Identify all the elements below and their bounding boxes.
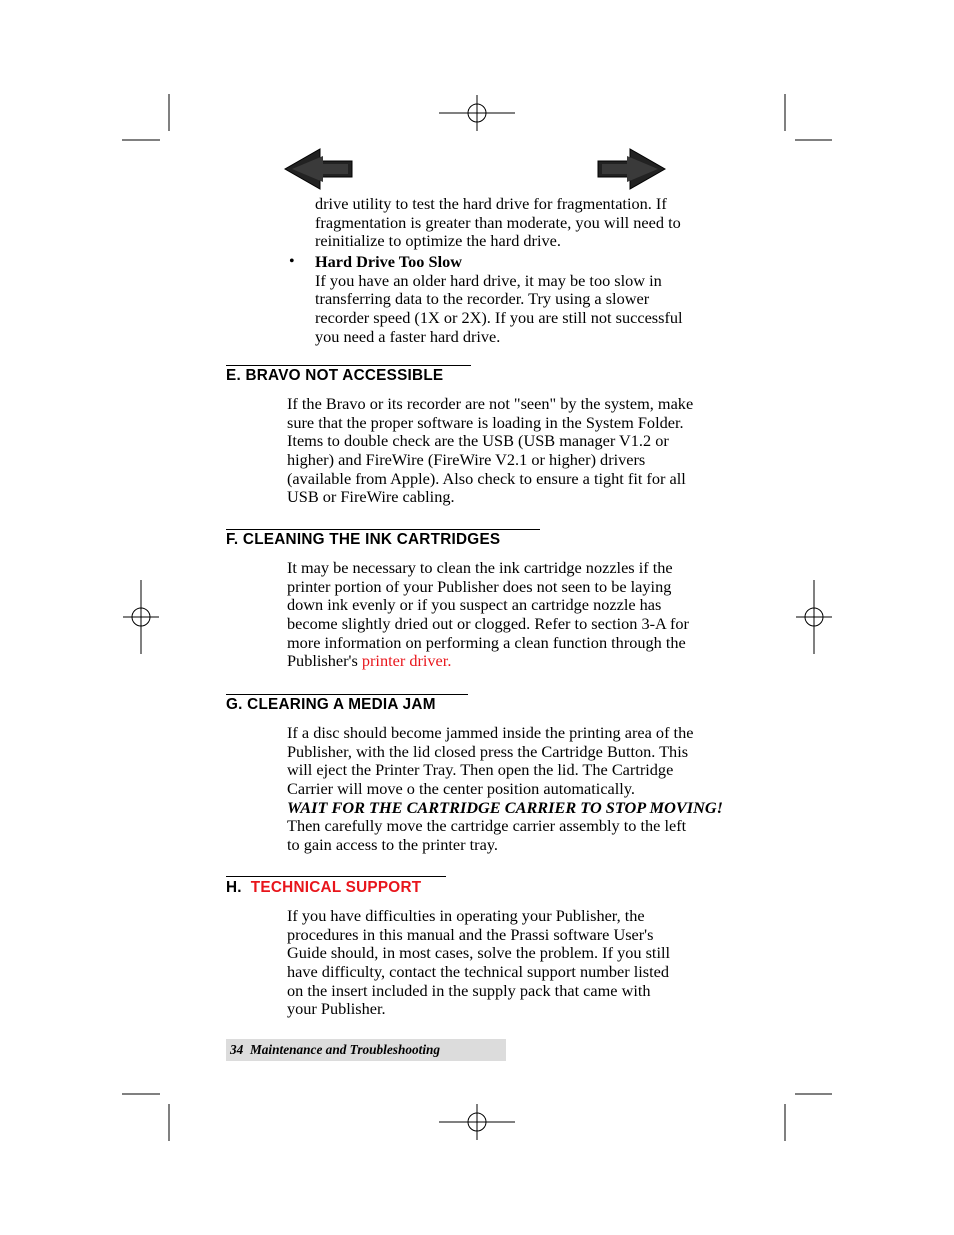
text-line: higher) and FireWire (FireWire V2.1 or higher) drivers	[287, 450, 646, 470]
text-span: Publisher's	[287, 651, 362, 671]
text-line: Guide should, in most cases, solve the problem. If you still	[287, 943, 671, 963]
printer-driver-link[interactable]: printer driver	[361, 651, 448, 671]
text-line: Items to double check are the USB (USB manager V1.2 or	[287, 431, 669, 451]
text-line: down ink evenly or if you suspect an cartridge nozzle has	[287, 595, 662, 615]
section-h-paragraph	[287, 907, 670, 1019]
text-line: procedures in this manual and the Prassi software User's	[287, 924, 654, 944]
intro-paragraph	[315, 195, 681, 251]
previous-page-arrow-icon[interactable]	[282, 147, 354, 191]
technical-support-link[interactable]: TECHNICAL SUPPORT	[250, 879, 422, 896]
text-line: Then carefully move the cartridge carrier assembly to the left	[287, 816, 687, 836]
page-footer: 34 Maintenance and Troubleshooting	[230, 1042, 441, 1057]
text-line: transferring data to the recorder. Try using a slower	[315, 289, 650, 309]
text-line: (available from Apple). Also check to ensure a tight fit for all	[287, 468, 686, 488]
bullet-marker: •	[289, 253, 295, 270]
section-g-paragraph	[287, 724, 723, 855]
text-line: If a disc should become jammed inside the printing area of the	[287, 723, 694, 742]
text-line: fragmentation is greater than moderate, you will need to	[315, 212, 681, 232]
text-line: USB or FireWire cabling.	[287, 487, 455, 507]
text-line: your Publisher.	[287, 999, 386, 1019]
heading-prefix: H.	[226, 879, 251, 896]
section-heading-g: G. CLEARING A MEDIA JAM	[226, 696, 436, 713]
text-line: have difficulty, contact the technical support number listed	[287, 962, 670, 982]
text-line: Publisher, with the lid closed press the Cartridge Button. This	[287, 741, 689, 761]
text-line: on the insert included in the supply pack that came with	[287, 980, 651, 1000]
text-line: If the Bravo or its recorder are not "seen" by the system, make	[287, 394, 694, 413]
text-line: drive utility to test the hard drive for fragmentation. If	[315, 194, 667, 213]
text-line: It may be necessary to clean the ink cartridge nozzles if the	[287, 558, 673, 577]
next-page-arrow-icon[interactable]	[596, 147, 668, 191]
section-rule	[226, 365, 471, 366]
section-heading-h	[226, 879, 421, 897]
text-line: you need a faster hard drive.	[315, 326, 501, 346]
text-line	[287, 652, 689, 671]
section-heading-f: F. CLEANING THE INK CARTRIDGES	[226, 531, 501, 548]
section-rule	[226, 694, 468, 695]
text-line: sure that the proper software is loading in the System Folder.	[287, 412, 684, 432]
section-f-paragraph	[287, 559, 689, 671]
text-line: printer portion of your Publisher does not seen to be laying	[287, 576, 672, 596]
text-line: reinitialize to optimize the hard drive.	[315, 231, 561, 251]
section-heading-e: E. BRAVO NOT ACCESSIBLE	[226, 367, 444, 384]
text-line: will eject the Printer Tray. Then open the lid. The Cartridge	[287, 760, 674, 780]
text-line: to gain access to the printer tray.	[287, 835, 498, 855]
text-line: more information on performing a clean function through the	[287, 632, 686, 652]
warning-text: WAIT FOR THE CARTRIDGE CARRIER TO STOP MOVING!	[287, 797, 723, 817]
section-rule	[226, 876, 446, 877]
text-line: become slightly dried out or clogged. Refer to section 3-A for	[287, 614, 689, 634]
text-line: recorder speed (1X or 2X). If you are still not successful	[315, 308, 683, 328]
text-line: Carrier will move o the center position automatically.	[287, 779, 635, 799]
bullet-title: Hard Drive Too Slow	[315, 252, 462, 271]
section-e-paragraph	[287, 395, 693, 507]
section-rule	[226, 529, 540, 530]
text-span: .	[447, 651, 452, 671]
text-line: If you have difficulties in operating your Publisher, the	[287, 906, 645, 925]
text-line: If you have an older hard drive, it may be too slow in	[315, 270, 662, 290]
bullet-item-hard-drive-too-slow	[315, 253, 683, 346]
